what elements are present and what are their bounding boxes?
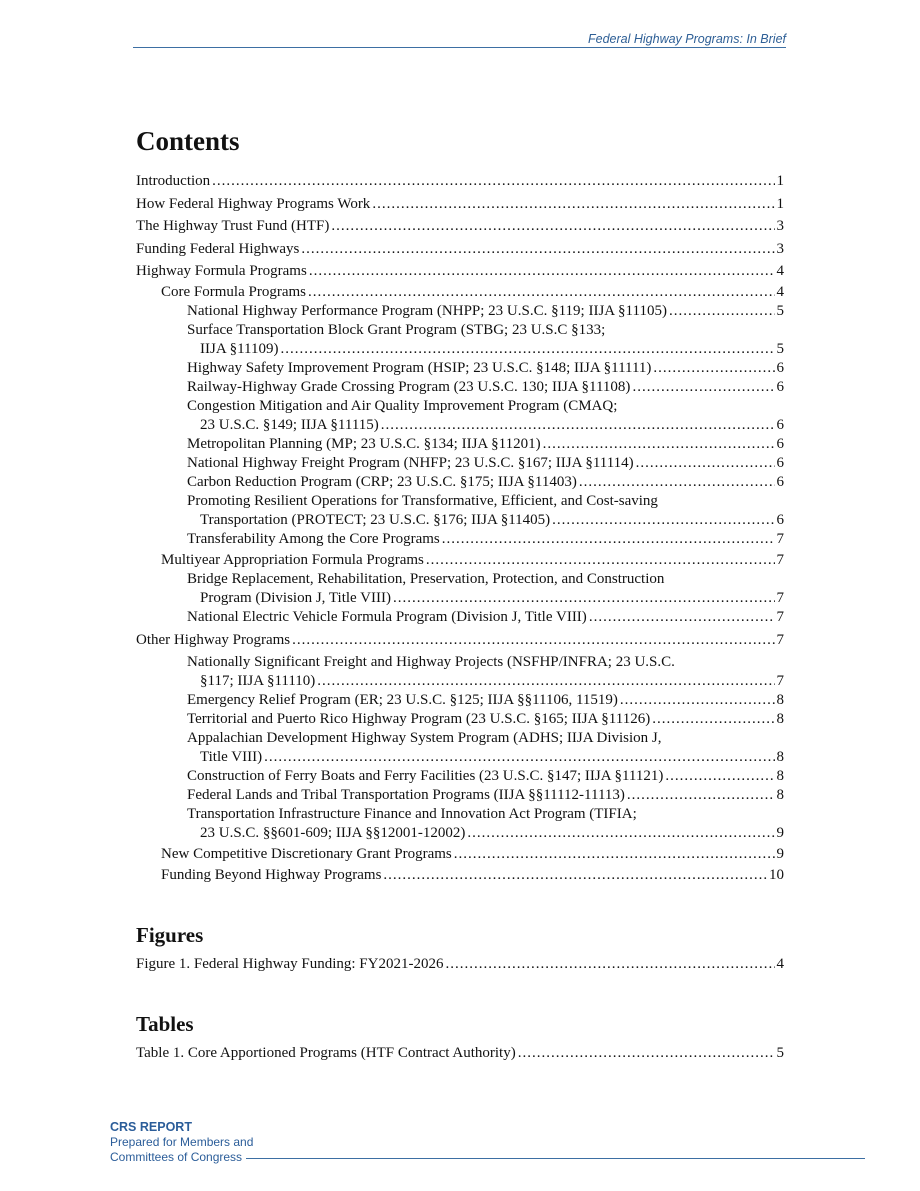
- crs-report-label: CRS REPORT: [110, 1120, 192, 1134]
- toc-entry[interactable]: Metropolitan Planning (MP; 23 U.S.C. §134; IIJA §11201) ..... 6: [136, 435, 784, 454]
- toc-entry[interactable]: Transferability Among the Core Programs ..... 7: [136, 530, 784, 549]
- toc-entry[interactable]: Appalachian Development Highway System Program (ADHS; IIJA Division J, Title VIII) ..... 8: [136, 729, 784, 767]
- toc-entry[interactable]: Core Formula Programs ..... 4: [136, 283, 784, 302]
- toc-entry[interactable]: Table 1. Core Apportioned Programs (HTF Contract Authority) ..... 5: [136, 1044, 784, 1063]
- figures-list: [136, 955, 784, 974]
- footer-rule: [246, 1158, 865, 1159]
- toc-entry[interactable]: Funding Federal Highways ..... 3: [136, 240, 784, 259]
- tables-list: [136, 1044, 784, 1063]
- toc-entry[interactable]: Figure 1. Federal Highway Funding: FY2021-2026 ..... 4: [136, 955, 784, 974]
- toc-entry[interactable]: Promoting Resilient Operations for Transformative, Efficient, and Cost-saving Transportation (PROTECT; 23 U.S.C. §176; IIJA §11405) ..... 6: [136, 492, 784, 530]
- toc-entry[interactable]: Transportation Infrastructure Finance and Innovation Act Program (TIFIA; 23 U.S.C. §§601-609; IIJA §§12001-12002) ..... 9: [136, 805, 784, 843]
- toc-entry[interactable]: Funding Beyond Highway Programs ..... 10: [136, 866, 784, 885]
- toc-entry[interactable]: The Highway Trust Fund (HTF) ..... 3: [136, 217, 784, 236]
- toc-entry[interactable]: Surface Transportation Block Grant Program (STBG; 23 U.S.C §133; IIJA §11109) ..... 5: [136, 321, 784, 359]
- toc-entry[interactable]: Bridge Replacement, Rehabilitation, Preservation, Protection, and Construction Program (Division J, Title VIII) ..... 7: [136, 570, 784, 608]
- figures-heading: Figures: [136, 922, 204, 947]
- page-content: [136, 124, 784, 1063]
- toc-entry[interactable]: Construction of Ferry Boats and Ferry Facilities (23 U.S.C. §147; IIJA §11121) ..... 8: [136, 767, 784, 786]
- footer-line-2: Committees of Congress: [110, 1149, 243, 1164]
- toc-entry[interactable]: Territorial and Puerto Rico Highway Program (23 U.S.C. §165; IIJA §11126) ..... 8: [136, 710, 784, 729]
- toc-entry[interactable]: Highway Safety Improvement Program (HSIP; 23 U.S.C. §148; IIJA §11111) ..... 6: [136, 359, 784, 378]
- toc-entry[interactable]: National Electric Vehicle Formula Program (Division J, Title VIII) ..... 7: [136, 608, 784, 627]
- toc-entry[interactable]: Federal Lands and Tribal Transportation Programs (IIJA §§11112-11113) ..... 8: [136, 786, 784, 805]
- contents-list: [136, 172, 784, 885]
- toc-entry[interactable]: Congestion Mitigation and Air Quality Improvement Program (CMAQ; 23 U.S.C. §149; IIJA §11115) ..... 6: [136, 397, 784, 435]
- running-header: [133, 32, 786, 48]
- crs-footer: [110, 1120, 865, 1164]
- toc-entry[interactable]: Introduction ..... 1: [136, 172, 784, 191]
- footer-line-1: Prepared for Members and: [110, 1135, 254, 1149]
- toc-entry[interactable]: Highway Formula Programs ..... 4: [136, 262, 784, 281]
- toc-entry[interactable]: Railway-Highway Grade Crossing Program (23 U.S.C. 130; IIJA §11108) ..... 6: [136, 378, 784, 397]
- running-header-title: Federal Highway Programs: In Brief: [588, 32, 786, 46]
- toc-entry[interactable]: Other Highway Programs ..... 7: [136, 631, 784, 650]
- toc-entry[interactable]: Multiyear Appropriation Formula Programs ..... 7: [136, 551, 784, 570]
- toc-entry[interactable]: How Federal Highway Programs Work ..... 1: [136, 195, 784, 214]
- toc-entry[interactable]: New Competitive Discretionary Grant Programs ..... 9: [136, 845, 784, 864]
- toc-entry[interactable]: Nationally Significant Freight and Highway Projects (NSFHP/INFRA; 23 U.S.C. §117; IIJA §11110) ..... 7: [136, 653, 784, 691]
- contents-heading: Contents: [136, 126, 240, 156]
- toc-entry[interactable]: National Highway Freight Program (NHFP; 23 U.S.C. §167; IIJA §11114) ..... 6: [136, 454, 784, 473]
- toc-entry[interactable]: National Highway Performance Program (NHPP; 23 U.S.C. §119; IIJA §11105) ..... 5: [136, 302, 784, 321]
- toc-entry[interactable]: Carbon Reduction Program (CRP; 23 U.S.C. §175; IIJA §11403) ..... 6: [136, 473, 784, 492]
- tables-heading: Tables: [136, 1011, 194, 1036]
- toc-entry[interactable]: Emergency Relief Program (ER; 23 U.S.C. §125; IIJA §§11106, 11519) ..... 8: [136, 691, 784, 710]
